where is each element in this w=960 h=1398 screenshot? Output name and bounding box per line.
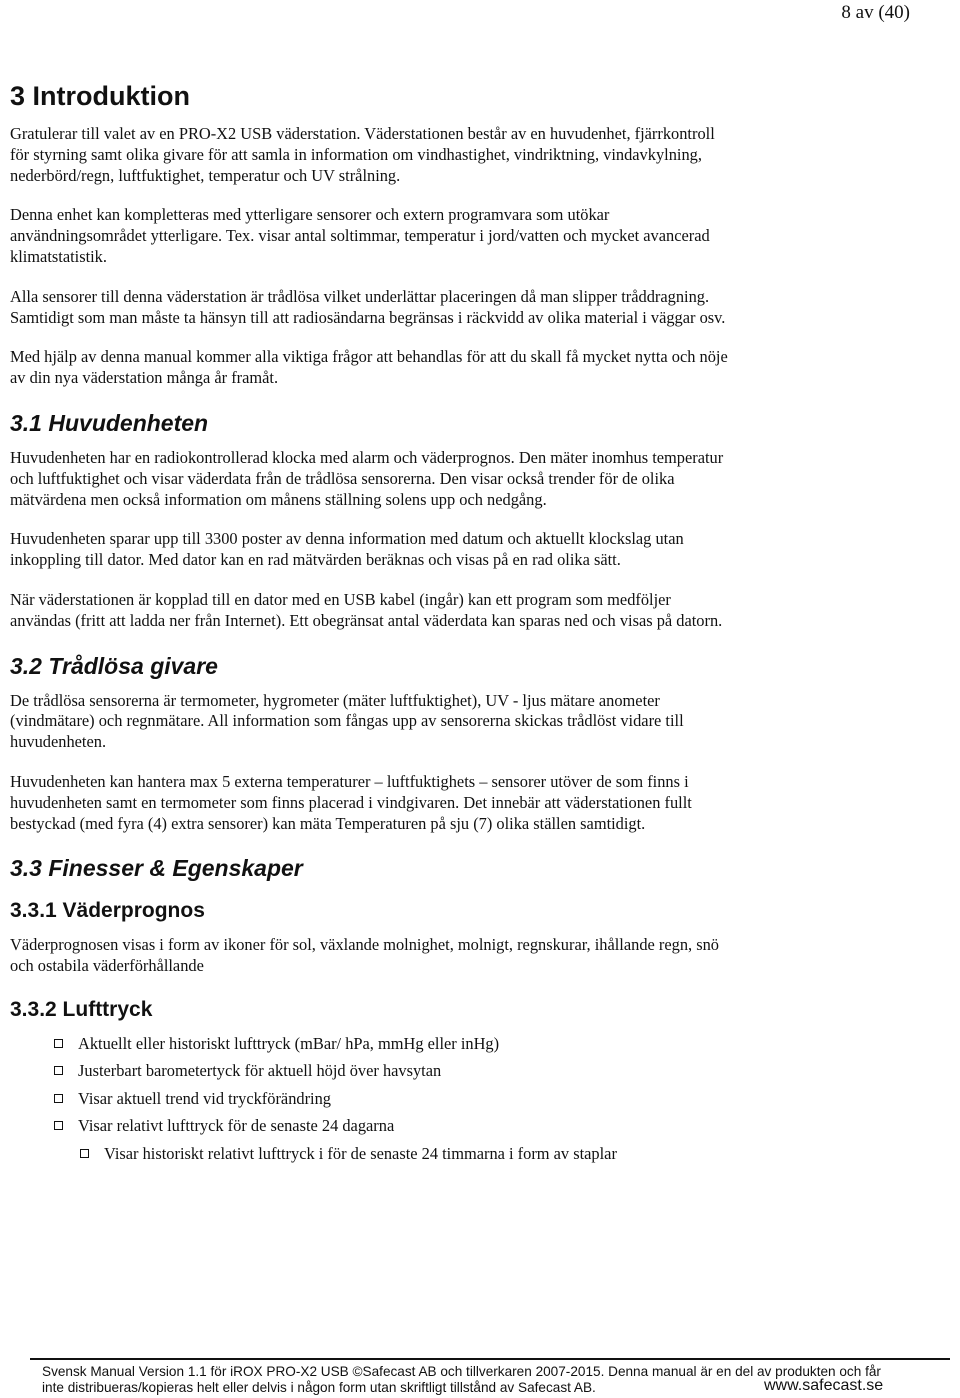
lufttryck-list (10, 1034, 730, 1164)
checkbox-bullet-icon (54, 1066, 63, 1075)
document-body (10, 78, 730, 1164)
footer-website-link[interactable]: www.safecast.se (764, 1377, 884, 1394)
checkbox-bullet-icon (54, 1094, 63, 1103)
paragraph: Alla sensorer till denna väderstation är trådlösa vilket underlättar placeringen då man slipper tråddragning. Samtidigt som man måste ta hänsyn till att radiosändarna begränsas i räckvidd av olika material i väggar osv. (10, 286, 726, 327)
list-item (78, 1034, 730, 1054)
paragraph: När väderstationen är kopplad till en dator med en USB kabel (ingår) kan ett program som medföljer användas (fritt att ladda ner från Internet). Ett obegränsat antal väderdata kan sparas ned och visas på datorn. (10, 589, 723, 630)
page-number: 8 av (40) (841, 2, 910, 23)
section-title-tradlosa-givare: 3.2 Trådlösa givare (10, 652, 218, 679)
list-item-text: Justerbart barometertyck för aktuell höjd över havsytan (78, 1061, 442, 1081)
list-item-text: Visar relativt lufttryck för de senaste 24 dagarna (78, 1116, 395, 1136)
list-item-text: Visar aktuell trend vid tryckförändring (78, 1088, 331, 1108)
subsection-title-vaderprognos: 3.3.1 Väderprognos (10, 899, 205, 923)
footer-line-1: Svensk Manual Version 1.1 för iROX PRO-X2 USB ©Safecast AB och tillverkaren 2007-2015. Denna manual är en del av produkten och får (42, 1364, 881, 1379)
section-title-introduktion: 3 Introduktion (10, 81, 190, 111)
list-item (104, 1144, 730, 1164)
checkbox-bullet-icon (80, 1149, 89, 1158)
list-item (78, 1089, 730, 1109)
list-item (78, 1116, 730, 1136)
paragraph: Väderprognosen visas i form av ikoner för sol, växlande molnighet, molnigt, regnskurar, ihållande regn, snö och ostabila väderförhållande (10, 935, 719, 976)
footer-line-2-wrapper (30, 1377, 950, 1396)
paragraph: Med hjälp av denna manual kommer alla viktiga frågor att behandlas för att du skall få mycket nytta och nöje av din nya väderstation många år framåt. (10, 347, 728, 388)
paragraph: De trådlösa sensorerna är termometer, hygrometer (mäter luftfuktighet), UV - ljus mätare anometer (vindmätare) och regnmätare. All information som fångas upp av sensorerna skickas trådlöst vidare till huvudenheten. (10, 690, 684, 752)
subsection-title-lufttryck: 3.3.2 Lufttryck (10, 997, 153, 1021)
list-item (78, 1061, 730, 1081)
paragraph: Huvudenheten har en radiokontrollerad klocka med alarm och väderprognos. Den mäter inomhus temperatur och luftfuktighet och visar väderdata från de trådlösa sensorerna. Den visar också trender för de olika mätvärdena men också information om månens ställning solens upp och nedgång. (10, 447, 724, 509)
checkbox-bullet-icon (54, 1121, 63, 1130)
paragraph: Huvudenheten sparar upp till 3300 poster av denna information med datum och aktuellt klockslag utan inkoppling till dator. Med dator kan en rad mätvärden beräknas och visas på en rad olika sätt. (10, 529, 684, 570)
checkbox-bullet-icon (54, 1039, 63, 1048)
list-item-text: Aktuellt eller historiskt lufttryck (mBar/ hPa, mmHg eller inHg) (78, 1033, 500, 1053)
section-title-finesser: 3.3 Finesser & Egenskaper (10, 855, 303, 882)
page-footer (30, 1358, 950, 1396)
paragraph: Denna enhet kan kompletteras med ytterligare sensorer och extern programvara som utökar användningsområdet ytterligare. Tex. visar antal soltimmar, temperatur i jord/vatten och mycket avancerad klimatstatistik. (10, 205, 710, 266)
paragraph: Huvudenheten kan hantera max 5 externa temperaturer – luftfuktighets – sensorer utöver de som finns i huvudenheten samt en termometer som finns placerad i vindgivaren. Det innebär att väderstationen fullt bestyckad (med fyra (4) extra sensorer) kan mäta Temperaturen på sju (7) olika ställen samtidigt. (10, 771, 692, 833)
section-title-huvudenheten: 3.1 Huvudenheten (10, 409, 209, 436)
list-item-text: Visar historiskt relativt lufttryck i för de senaste 24 timmarna i form av staplar (104, 1143, 617, 1163)
paragraph: Gratulerar till valet av en PRO-X2 USB väderstation. Väderstationen består av en huvudenhet, fjärrkontroll för styrning samt olika givare för att samla in information om vindhastighet, vindriktning, vindavkylning, nederbörd/regn, luftfuktighet, temperatur och UV strålning. (10, 124, 715, 185)
footer-line-2: inte distribueras/kopieras helt eller delvis i någon form utan skriftligt tillstånd av Safecast AB. (42, 1380, 596, 1395)
